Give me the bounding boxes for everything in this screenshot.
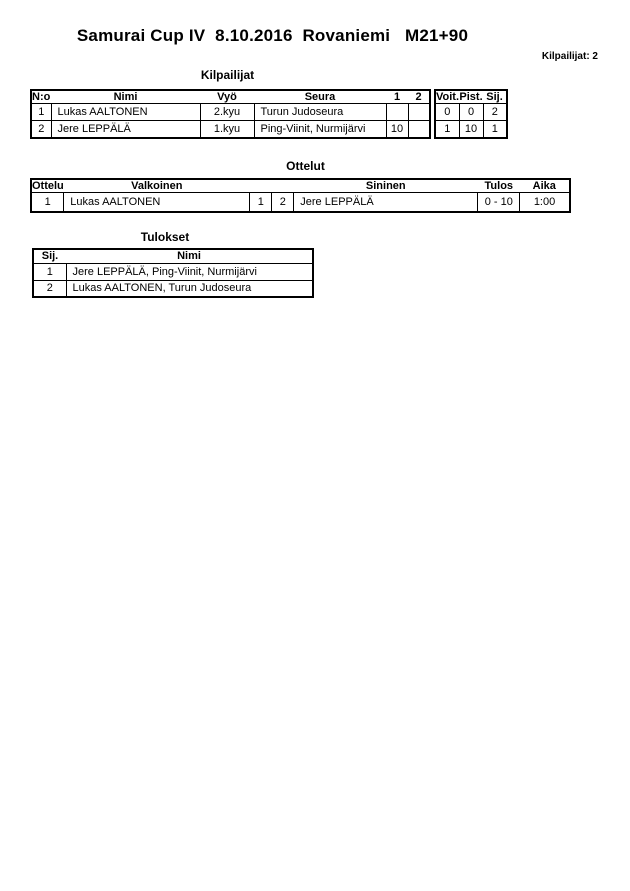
cell-nimi: Lukas AALTONEN, Turun Judoseura	[66, 280, 313, 297]
col-header-aika: Aika	[520, 179, 570, 193]
cell-vyo: 1.kyu	[200, 121, 254, 138]
col-header-valkoinen: Valkoinen	[64, 179, 250, 193]
cell-tulos: 0 - 10	[478, 193, 520, 212]
table-row	[33, 280, 313, 297]
col-header-nimi: Nimi	[66, 249, 313, 263]
col-header-blue-no	[272, 179, 294, 193]
ottelut-section	[30, 178, 571, 213]
cell-valkoinen: Lukas AALTONEN	[64, 193, 250, 212]
table-row	[435, 121, 507, 138]
col-header-sij: Sij.	[483, 90, 507, 104]
table-row	[31, 121, 430, 138]
col-header-voit: Voit.	[436, 91, 460, 103]
kilpailijat-standings-table	[434, 89, 508, 139]
cell-no: 2	[31, 121, 51, 138]
cell-nimi: Jere LEPPÄLÄ, Ping-Viinit, Nurmijärvi	[66, 263, 313, 280]
cell-seura: Turun Judoseura	[254, 104, 386, 121]
table-row	[31, 193, 570, 212]
col-header-sij: Sij.	[33, 249, 66, 263]
cell-white-no: 1	[250, 193, 272, 212]
cell-sij: 1	[483, 121, 507, 138]
cell-match1	[386, 104, 408, 121]
col-header-white-no	[250, 179, 272, 193]
cell-match1: 10	[386, 121, 408, 138]
col-header-vyo: Vyö	[200, 90, 254, 104]
tulokset-header-row	[33, 249, 313, 263]
cell-no: 1	[31, 104, 51, 121]
cell-aika: 1:00	[520, 193, 570, 212]
cell-match2	[408, 104, 430, 121]
col-header-tulos: Tulos	[478, 179, 520, 193]
section-heading-tulokset: Tulokset	[140, 230, 190, 244]
cell-pist: 10	[459, 121, 483, 138]
cell-match-no: 1	[31, 193, 64, 212]
col-header-match1: 1	[386, 90, 408, 104]
page-title: Samurai Cup IV 8.10.2016 Rovaniemi M21+90	[76, 26, 469, 45]
kilpailijat-header-row	[31, 90, 430, 104]
cell-nimi: Jere LEPPÄLÄ	[51, 121, 200, 138]
competitors-count: Kilpailijat: 2	[541, 51, 598, 62]
ottelut-header-row	[31, 179, 570, 193]
cell-sij: 2	[483, 104, 507, 121]
col-header-ottelu: Ottelu	[32, 180, 64, 192]
col-header-no: N:o	[32, 91, 51, 103]
tulokset-section	[32, 248, 314, 298]
cell-sij: 2	[33, 280, 66, 297]
col-header-seura: Seura	[254, 90, 386, 104]
section-heading-kilpailijat: Kilpailijat	[200, 68, 255, 82]
cell-seura: Ping-Viinit, Nurmijärvi	[254, 121, 386, 138]
col-header-match2: 2	[408, 90, 430, 104]
section-heading-ottelut: Ottelut	[286, 159, 325, 173]
cell-voit: 0	[435, 104, 459, 121]
col-header-sininen: Sininen	[294, 179, 478, 193]
cell-sininen: Jere LEPPÄLÄ	[294, 193, 478, 212]
cell-match2	[408, 121, 430, 138]
ottelut-table	[30, 178, 571, 213]
cell-blue-no: 2	[272, 193, 294, 212]
cell-pist: 0	[459, 104, 483, 121]
standings-header-row	[435, 90, 507, 104]
kilpailijat-section	[30, 89, 508, 139]
tulokset-table	[32, 248, 314, 298]
cell-sij: 1	[33, 263, 66, 280]
col-header-nimi: Nimi	[51, 90, 200, 104]
table-row	[435, 104, 507, 121]
cell-voit: 1	[435, 121, 459, 138]
kilpailijat-table	[30, 89, 431, 139]
table-row	[33, 263, 313, 280]
table-row	[31, 104, 430, 121]
cell-vyo: 2.kyu	[200, 104, 254, 121]
cell-nimi: Lukas AALTONEN	[51, 104, 200, 121]
col-header-pist: Pist.	[459, 91, 483, 103]
